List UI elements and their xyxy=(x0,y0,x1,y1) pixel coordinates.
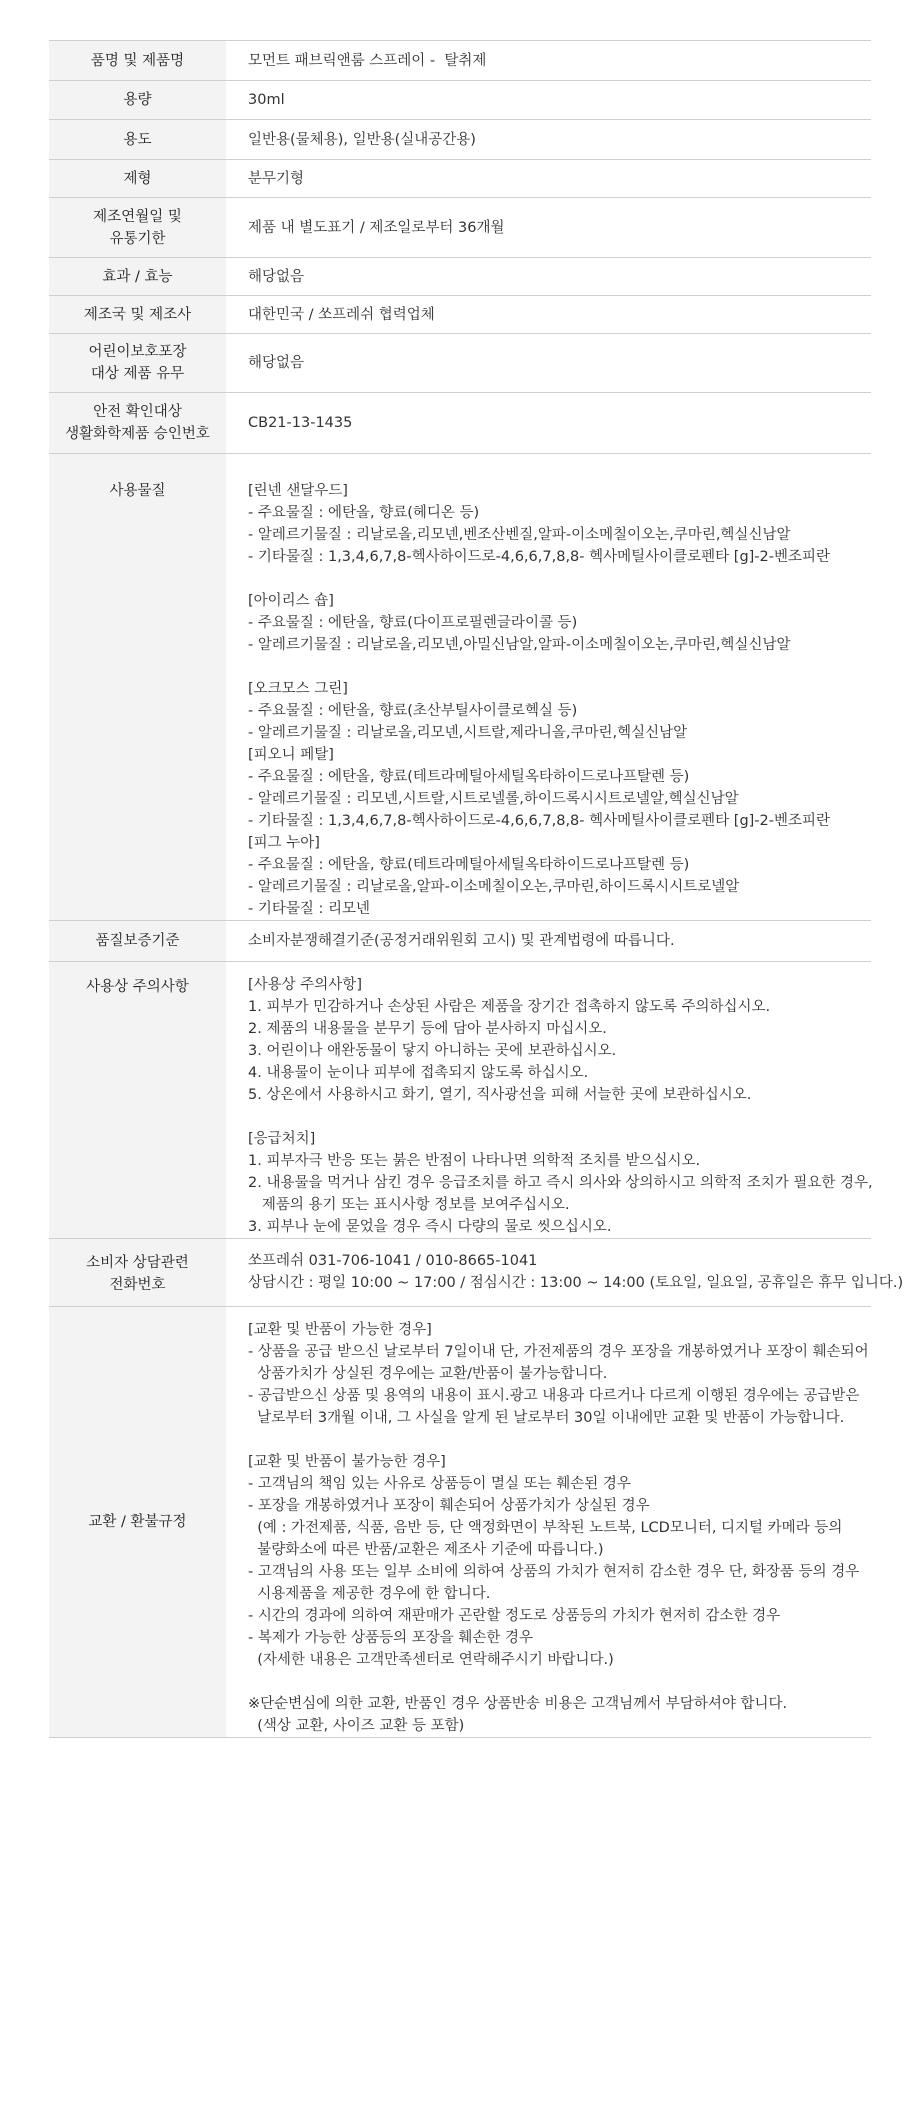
info-row xyxy=(49,1307,871,1738)
row-value xyxy=(226,454,871,921)
row-value xyxy=(226,334,871,393)
info-row xyxy=(49,921,871,962)
content-line: 3. 어린이나 애완동물이 닿지 아니하는 곳에 보관하십시오. xyxy=(248,1043,617,1059)
row-value xyxy=(226,1239,904,1307)
info-row xyxy=(49,258,871,296)
content-line: 제품의 용기 또는 표시사항 정보를 보여주십시오. xyxy=(248,1197,570,1213)
spacer xyxy=(248,1429,871,1451)
info-row xyxy=(49,393,871,454)
row-label-text: 용도 xyxy=(123,131,152,148)
content-line: - 기타물질 : 리모넨 xyxy=(248,901,370,917)
row-value xyxy=(226,120,871,160)
content-line: 쏘프레쉬 031-706-1041 / 010-8665-1041 xyxy=(248,1253,538,1269)
spacer xyxy=(248,1106,871,1128)
content-line: - 고객님의 사용 또는 일부 소비에 의하여 상품의 가치가 현저히 감소한 경우 단, 화장품 등의 경우 xyxy=(248,1564,860,1580)
row-label-text: 안전 확인대상 생활화학제품 승인번호 xyxy=(65,404,210,442)
content-line: - 고객님의 책임 있는 사유로 상품등이 멸실 또는 훼손된 경우 xyxy=(248,1476,631,1492)
content-line: - 시간의 경과에 의하여 재판매가 곤란할 정도로 상품등의 가치가 현저히 감소한 경우 xyxy=(248,1608,781,1624)
content-line: 불량화소에 따른 반품/교환은 제조사 기준에 따릅니다.) xyxy=(248,1542,604,1558)
row-value xyxy=(226,258,871,296)
row-value xyxy=(226,81,871,120)
content-line: 3. 피부나 눈에 묻었을 경우 즉시 다량의 물로 씻으십시오. xyxy=(248,1219,612,1235)
content-line: - 주요물질 : 에탄올, 향료(초산부틸사이클로헥실 등) xyxy=(248,703,578,719)
content-line: 시용제품을 제공한 경우에 한 합니다. xyxy=(248,1586,491,1602)
product-info-table xyxy=(49,40,904,1738)
info-row xyxy=(49,198,871,258)
section-heading: [피그 누아] xyxy=(248,835,320,851)
row-label xyxy=(49,921,226,962)
row-label-text: 효과 / 효능 xyxy=(102,268,173,285)
content-line: 상담시간 : 평일 10:00 ~ 17:00 / 점심시간 : 13:00 ~ 14:00 (토요일, 일요일, 공휴일은 휴무 입니다.) xyxy=(248,1275,904,1291)
row-value-text: 해당없음 xyxy=(248,268,305,285)
row-label-text: 소비자 상담관련 전화번호 xyxy=(86,1255,189,1293)
content-line: 1. 피부가 민감하거나 손상된 사람은 제품을 장기간 접촉하지 않도록 주의하십시오. xyxy=(248,999,771,1015)
row-label xyxy=(49,198,226,258)
section-heading: [린넨 샌달우드] xyxy=(248,483,348,499)
content-line: (예 : 가전제품, 식품, 음반 등, 단 액정화면이 부착된 노트북, LCD모니터, 디지털 카메라 등의 xyxy=(248,1520,843,1536)
row-value-text: 일반용(물체용), 일반용(실내공간용) xyxy=(248,131,476,148)
content-line: (자세한 내용은 고객만족센터로 연락해주시기 바랍니다.) xyxy=(248,1652,614,1668)
spacer xyxy=(248,568,871,590)
row-label-text: 품명 및 제품명 xyxy=(90,52,185,69)
row-label xyxy=(49,1239,226,1307)
content-line: - 포장을 개봉하였거나 포장이 훼손되어 상품가치가 상실된 경우 xyxy=(248,1498,650,1514)
row-value-text: 분무기형 xyxy=(248,170,305,187)
row-value-text: 해당없음 xyxy=(248,355,305,371)
row-value xyxy=(226,296,871,334)
row-label xyxy=(49,334,226,393)
row-value xyxy=(226,198,871,258)
content-line: - 기타물질 : 1,3,4,6,7,8-헥사하이드로-4,6,6,7,8,8- 헥사메틸사이클로펜타 [g]-2-벤조피란 xyxy=(248,813,831,829)
row-value-text: 소비자분쟁해결기준(공정거래위원회 고시) 및 관계법령에 따릅니다. xyxy=(248,933,675,949)
product-info-table-body xyxy=(49,41,904,1738)
row-value xyxy=(226,962,871,1239)
row-label-text: 제형 xyxy=(123,170,152,187)
content-line: - 알레르기물질 : 리날로올,리모넨,벤조산벤질,알파-이소메칠이오논,쿠마린,헥실신남알 xyxy=(248,527,791,543)
spacer xyxy=(248,1671,871,1693)
content-line: - 주요물질 : 에탄올, 향료(헤디온 등) xyxy=(248,505,480,521)
content-line: 날로부터 3개월 이내, 그 사실을 알게 된 날로부터 30일 이내에만 교환 및 반품이 가능합니다. xyxy=(248,1410,845,1426)
content-line: - 주요물질 : 에탄올, 향료(테트라메틸아세틸옥타하이드로나프탈렌 등) xyxy=(248,857,690,873)
row-value xyxy=(226,160,871,198)
content-line: - 기타물질 : 1,3,4,6,7,8-헥사하이드로-4,6,6,7,8,8- 헥사메틸사이클로펜타 [g]-2-벤조피란 xyxy=(248,549,831,565)
row-label-text: 어린이보호포장 대상 제품 유무 xyxy=(88,344,187,382)
row-value xyxy=(226,41,871,81)
row-label xyxy=(49,393,226,454)
spacer xyxy=(248,656,871,678)
info-row xyxy=(49,120,871,160)
content-line: 2. 내용물을 먹거나 삼킨 경우 응급조치를 하고 즉시 의사와 상의하시고 의학적 조치가 필요한 경우, xyxy=(248,1175,873,1191)
content-line: (색상 교환, 사이즈 교환 등 포함) xyxy=(248,1718,465,1734)
row-label-text: 품질보증기준 xyxy=(95,933,180,949)
info-row xyxy=(49,1239,871,1307)
row-value xyxy=(226,393,871,454)
row-label xyxy=(49,120,226,160)
content-line: - 상품을 공급 받으신 날로부터 7일이내 단, 가전제품의 경우 포장을 개봉하였거나 포장이 훼손되어 xyxy=(248,1344,869,1360)
content-line: - 주요물질 : 에탄올, 향료(테트라메틸아세틸옥타하이드로나프탈렌 등) xyxy=(248,769,690,785)
info-row xyxy=(49,296,871,334)
row-value-text: 30ml xyxy=(248,92,285,108)
row-value-text: 대한민국 / 쏘프레쉬 협력업체 xyxy=(248,306,435,323)
content-line: 5. 상온에서 사용하시고 화기, 열기, 직사광선을 피해 서늘한 곳에 보관하십시오. xyxy=(248,1087,752,1103)
row-value xyxy=(226,921,871,962)
section-heading: [교환 및 반품이 불가능한 경우] xyxy=(248,1454,446,1470)
section-heading: [아이리스 숍] xyxy=(248,593,334,609)
content-line: - 알레르기물질 : 리날로올,알파-이소메칠이오논,쿠마린,하이드록시시트로넬알 xyxy=(248,879,740,895)
row-label xyxy=(49,296,226,334)
content-line: 4. 내용물이 눈이나 피부에 접촉되지 않도록 하십시오. xyxy=(248,1065,589,1081)
row-label xyxy=(49,81,226,120)
info-row xyxy=(49,454,871,921)
info-row xyxy=(49,81,871,120)
content-line: - 알레르기물질 : 리모넨,시트랄,시트로넬롤,하이드록시시트로넬알,헥실신남알 xyxy=(248,791,739,807)
row-value-text: 제품 내 별도표기 / 제조일로부터 36개월 xyxy=(248,219,505,236)
section-heading: [오크모스 그린] xyxy=(248,681,348,697)
section-heading: [교환 및 반품이 가능한 경우] xyxy=(248,1322,432,1338)
content-line: - 알레르기물질 : 리날로올,리모넨,시트랄,제라니올,쿠마린,헥실신남알 xyxy=(248,725,688,741)
row-value-text: 모먼트 패브릭앤룸 스프레이 - 탈취제 xyxy=(248,52,487,69)
content-line: 1. 피부자극 반응 또는 붉은 반점이 나타나면 의학적 조치를 받으십시오. xyxy=(248,1153,701,1169)
info-row xyxy=(49,41,871,81)
row-label-text: 제조국 및 제조사 xyxy=(83,306,192,323)
section-heading: [응급처치] xyxy=(248,1131,316,1147)
row-label xyxy=(49,160,226,198)
content-line: - 주요물질 : 에탄올, 향료(다이프로필렌글라이콜 등) xyxy=(248,615,578,631)
info-row xyxy=(49,962,871,1239)
content-line: 상품가치가 상실된 경우에는 교환/반품이 불가능합니다. xyxy=(248,1366,608,1382)
row-value-text: CB21-13-1435 xyxy=(248,415,353,431)
row-label-text: 교환 / 환불규정 xyxy=(88,1514,187,1530)
row-label-text: 사용물질 xyxy=(109,483,166,499)
info-row xyxy=(49,160,871,198)
section-heading: [피오니 페탈] xyxy=(248,747,334,763)
row-label xyxy=(49,454,226,921)
content-line: - 공급받으신 상품 및 용역의 내용이 표시.광고 내용과 다르거나 다르게 이행된 경우에는 공급받은 xyxy=(248,1388,860,1404)
row-label xyxy=(49,1307,226,1738)
row-label xyxy=(49,41,226,81)
row-label xyxy=(49,258,226,296)
section-heading: [사용상 주의사항] xyxy=(248,977,362,993)
row-label-text: 사용상 주의사항 xyxy=(86,979,189,995)
content-line: - 알레르기물질 : 리날로올,리모넨,아밀신남알,알파-이소메칠이오논,쿠마린,헥실신남알 xyxy=(248,637,791,653)
content-line: - 복제가 가능한 상품등의 포장을 훼손한 경우 xyxy=(248,1630,534,1646)
row-label-text: 용량 xyxy=(123,92,152,108)
row-label xyxy=(49,962,226,1239)
info-row xyxy=(49,334,871,393)
content-line: 2. 제품의 내용물을 분무기 등에 담아 분사하지 마십시오. xyxy=(248,1021,607,1037)
row-value xyxy=(226,1307,871,1738)
content-line: ※단순변심에 의한 교환, 반품인 경우 상품반송 비용은 고객님께서 부담하셔야 합니다. xyxy=(248,1696,788,1712)
row-label-text: 제조연월일 및 유통기한 xyxy=(93,208,182,247)
